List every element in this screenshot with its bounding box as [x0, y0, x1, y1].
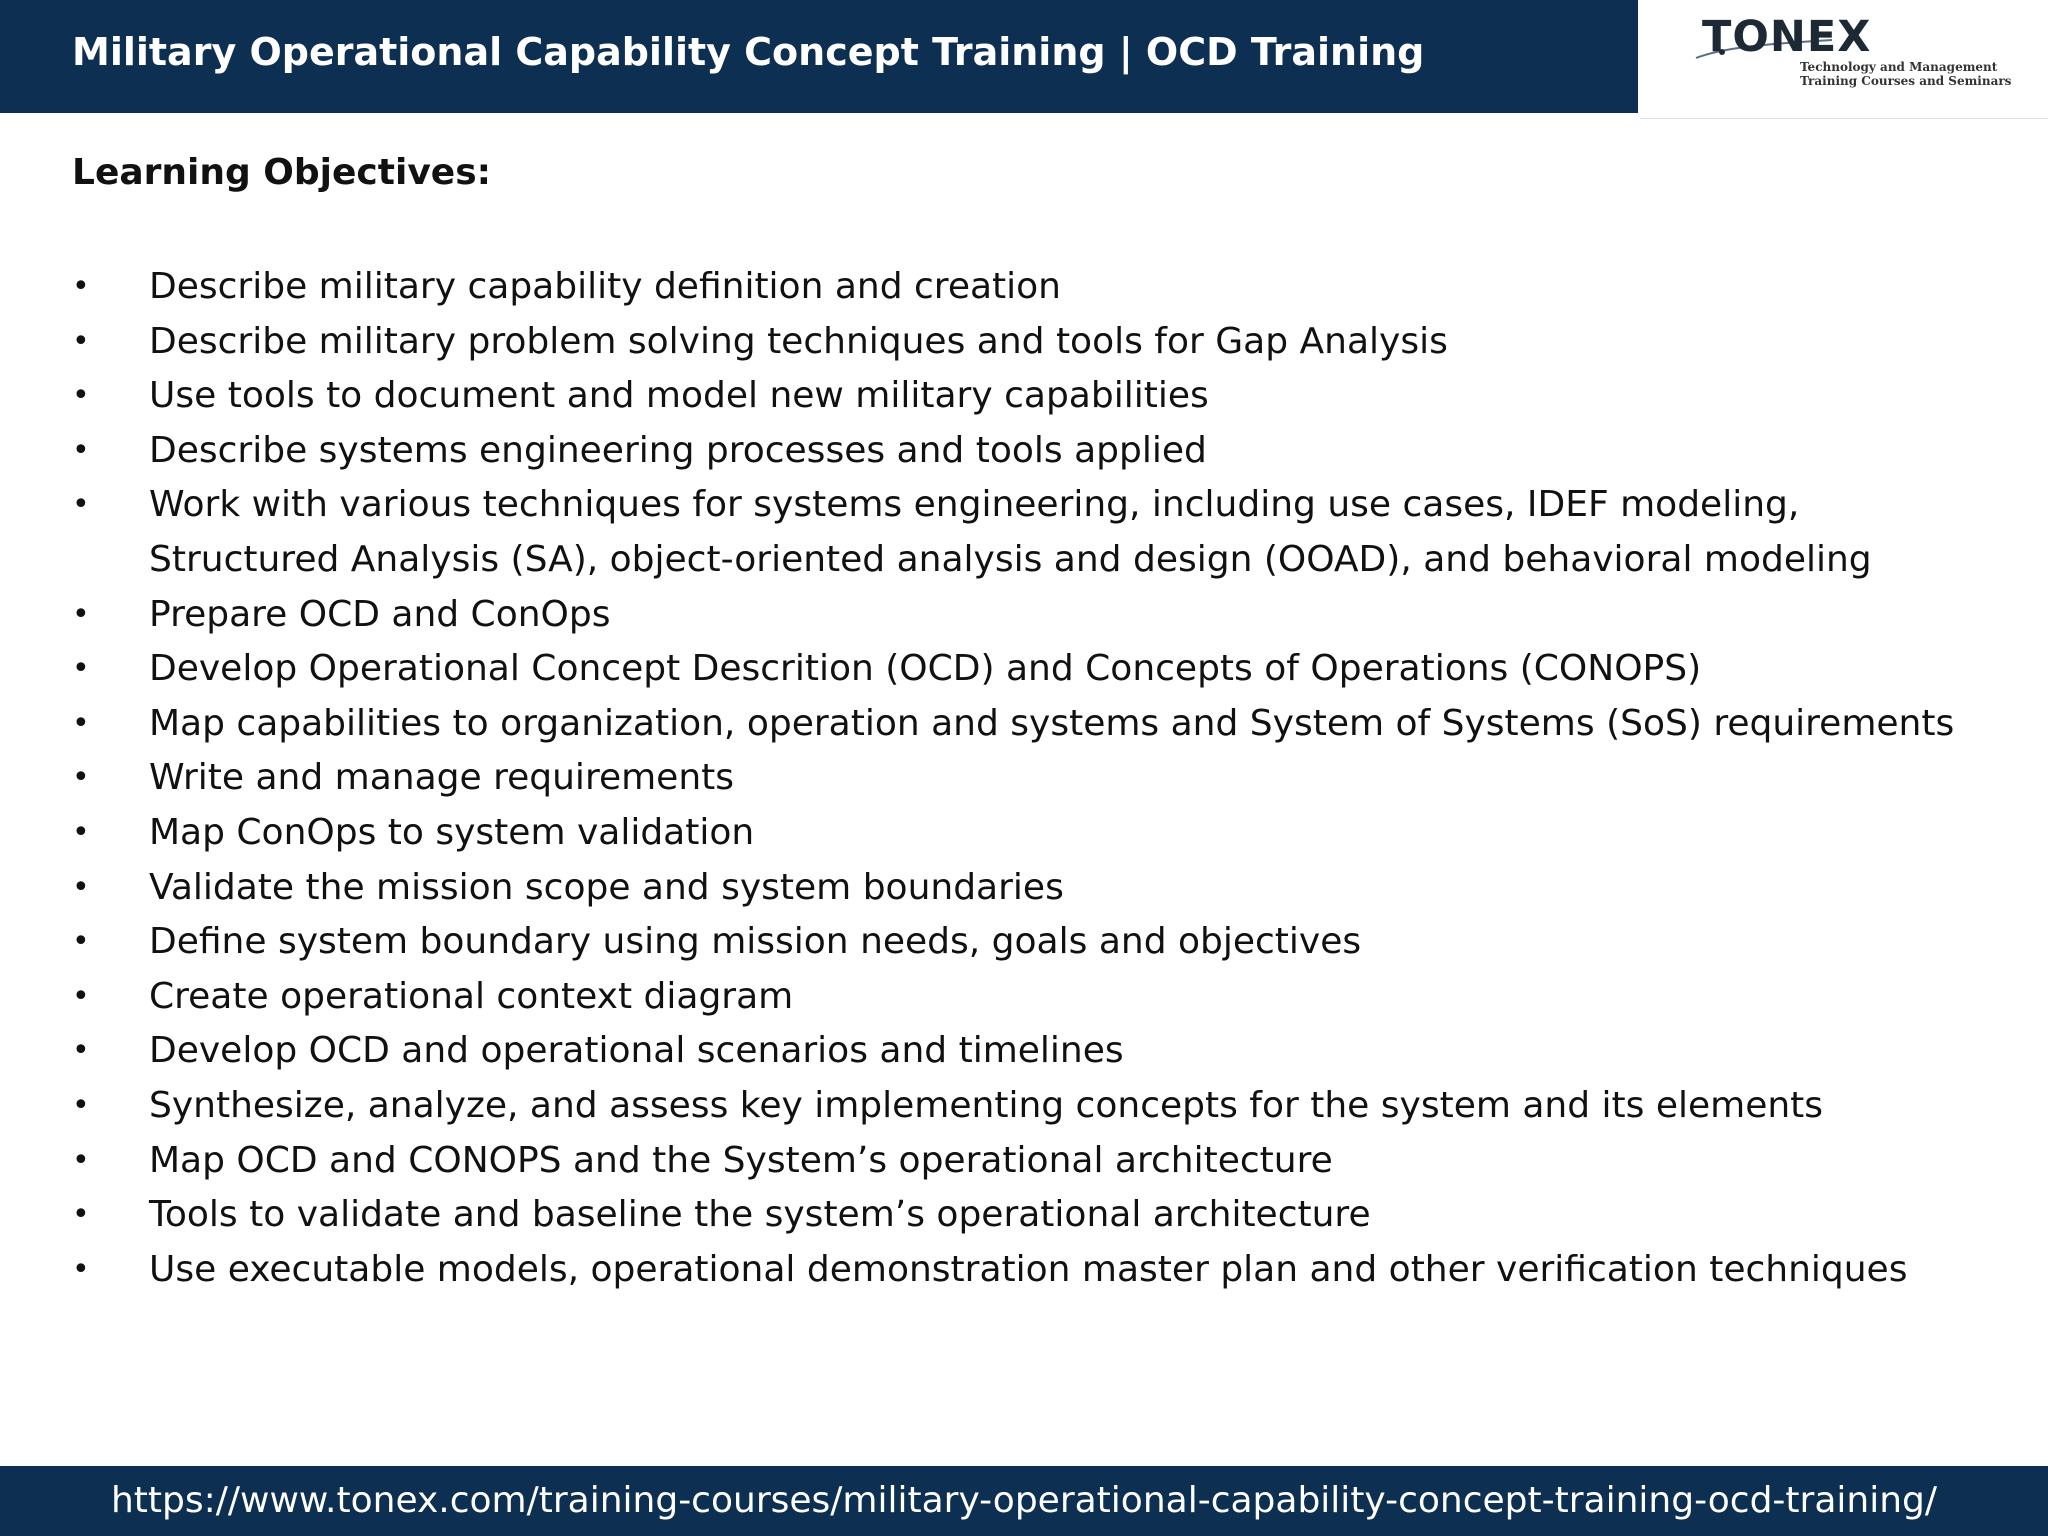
bullet-icon: • — [72, 596, 90, 632]
objective-item — [72, 369, 1982, 424]
footer-url-link[interactable]: https://www.tonex.com/training-courses/military-operational-capability-concept-training-ocd-training/ — [110, 1480, 1937, 1521]
objective-item — [72, 697, 1982, 752]
bullet-icon: • — [72, 1251, 90, 1287]
objective-text: Use executable models, operational demonstration master plan and other verification techniques — [149, 1248, 1908, 1290]
bullet-icon: • — [72, 760, 90, 796]
footer-bar — [0, 1466, 2048, 1536]
bullet-icon: • — [72, 705, 90, 741]
bullet-icon: • — [72, 1087, 90, 1123]
page-title: Military Operational Capability Concept Training | OCD Training — [72, 30, 1425, 74]
objective-text: Map OCD and CONOPS and the System’s operational architecture — [149, 1139, 1333, 1181]
objective-item — [72, 1134, 1982, 1189]
objective-text: Create operational context diagram — [149, 975, 794, 1017]
bullet-icon: • — [72, 651, 90, 687]
objective-text: Describe military capability definition and creation — [149, 266, 1061, 307]
title-bar — [0, 0, 1638, 113]
objective-item — [72, 751, 1982, 806]
objective-text: Map ConOps to system validation — [149, 811, 755, 853]
bullet-icon: • — [72, 869, 90, 905]
objective-item — [72, 861, 1982, 916]
objective-item — [72, 424, 1982, 479]
objective-text: Define system boundary using mission needs, goals and objectives — [149, 921, 1362, 963]
objective-item — [72, 1188, 1982, 1243]
objective-item — [72, 478, 1982, 587]
objective-text: Describe systems engineering processes and tools applied — [149, 429, 1207, 471]
objective-item — [72, 1243, 1982, 1298]
bullet-icon: • — [72, 1033, 90, 1069]
bullet-icon: • — [72, 487, 90, 523]
objective-text: Describe military problem solving techniques and tools for Gap Analysis — [149, 320, 1448, 362]
logo-wordmark: TONEX — [1702, 12, 1872, 62]
objective-item — [72, 970, 1982, 1025]
objective-item — [72, 588, 1982, 643]
logo-tagline-line-2: Training Courses and Seminars — [1800, 74, 2012, 88]
bullet-icon: • — [72, 814, 90, 850]
logo-tagline — [1800, 60, 2011, 88]
learning-objectives-list — [72, 260, 1982, 1297]
objective-item — [72, 642, 1982, 697]
objective-text: Validate the mission scope and system boundaries — [149, 866, 1064, 908]
tonex-logo — [1640, 0, 2048, 119]
objective-text: Develop Operational Concept Descrition (OCD) and Concepts of Operations (CONOPS) — [149, 648, 1702, 690]
bullet-icon: • — [72, 978, 90, 1014]
bullet-icon: • — [72, 432, 90, 468]
objective-item — [72, 260, 1982, 315]
objective-text: Use tools to document and model new military capabilities — [149, 375, 1209, 417]
bullet-icon: • — [72, 323, 90, 359]
bullet-icon: • — [72, 378, 90, 414]
bullet-icon: • — [72, 1197, 90, 1233]
bullet-icon: • — [72, 924, 90, 960]
objective-text: Write and manage requirements — [149, 757, 734, 799]
logo-tagline-line-1: Technology and Management — [1800, 60, 1998, 74]
objective-item — [72, 1024, 1982, 1079]
objective-text: Synthesize, analyze, and assess key implementing concepts for the system and its elements — [149, 1084, 1824, 1126]
objective-text: Tools to validate and baseline the system’s operational architecture — [149, 1194, 1371, 1236]
objective-text: Map capabilities to organization, operation and systems and System of Systems (SoS) requirements — [149, 702, 1955, 744]
objective-item — [72, 915, 1982, 970]
objective-item — [72, 1079, 1982, 1134]
objective-text: Develop OCD and operational scenarios and timelines — [149, 1030, 1124, 1072]
learning-objectives-heading: Learning Objectives: — [72, 152, 492, 193]
objective-text: Work with various techniques for systems engineering, including use cases, IDEF modeling, Structured Analysis (SA), object-oriented analysis and design (OOAD), and behavioral modeling — [149, 484, 1872, 580]
objective-item — [72, 315, 1982, 370]
objective-text: Prepare OCD and ConOps — [149, 593, 611, 635]
bullet-icon: • — [72, 269, 90, 304]
bullet-icon: • — [72, 1142, 90, 1178]
objective-item — [72, 806, 1982, 861]
